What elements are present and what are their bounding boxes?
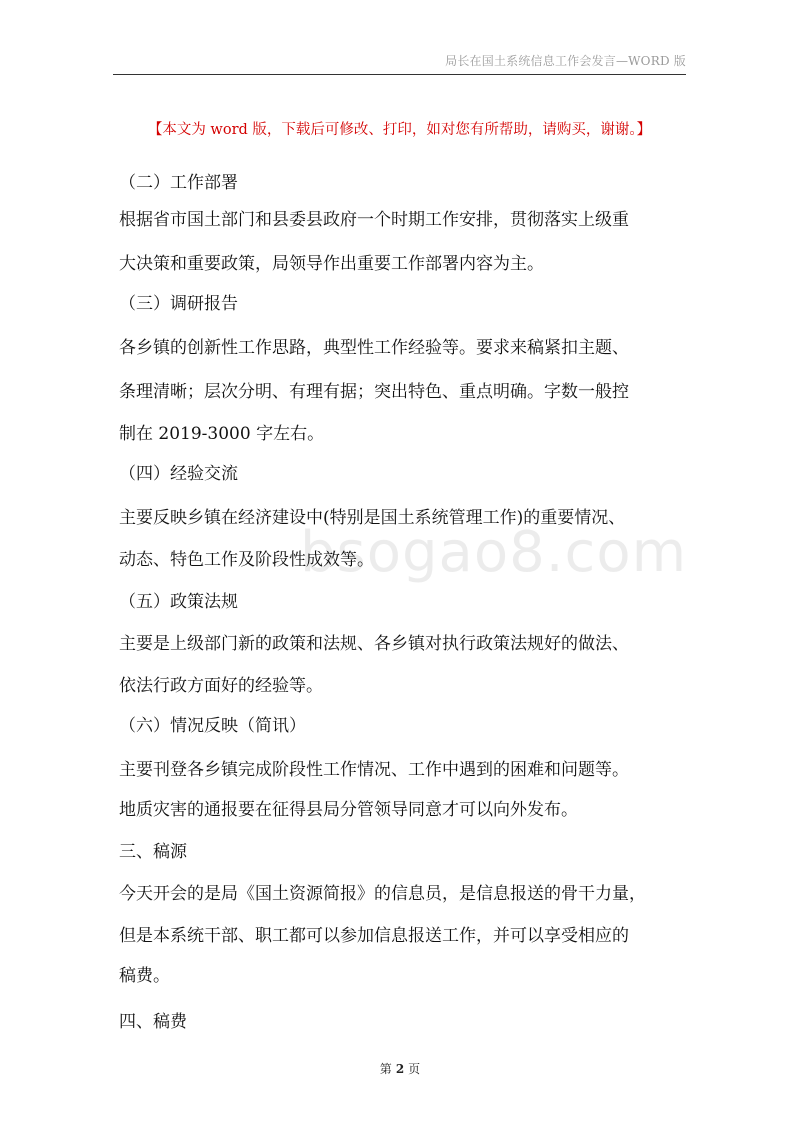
paragraph-line: 动态、特色工作及阶段性成效等。 [119, 550, 374, 570]
paragraph-line: 根据省市国土部门和县委县政府一个时期工作安排，贯彻落实上级重 [119, 210, 629, 230]
paragraph-line: 但是本系统干部、职工都可以参加信息报送工作，并可以享受相应的 [119, 926, 629, 946]
page-number: 2 [395, 1062, 405, 1076]
header-rule [113, 74, 686, 75]
paragraph-line: 各乡镇的创新性工作思路，典型性工作经验等。要求来稿紧扣主题、 [119, 338, 629, 358]
paragraph-line: 制在 2019-3000 字左右。 [119, 424, 325, 444]
section-heading-4: （四）经验交流 [119, 464, 238, 484]
paragraph-line: 主要刊登各乡镇完成阶段性工作情况、工作中遇到的困难和问题等。 [119, 760, 629, 780]
paragraph-line: 条理清晰；层次分明、有理有据；突出特色、重点明确。字数一般控 [119, 382, 629, 402]
paragraph-line: 地质灾害的通报要在征得县局分管领导同意才可以向外发布。 [119, 800, 578, 820]
page-suffix: 页 [408, 1062, 421, 1076]
page-footer [0, 1060, 800, 1077]
section-heading-fees: 四、稿费 [119, 1012, 187, 1032]
paragraph-line: 主要反映乡镇在经济建设中(特别是国土系统管理工作)的重要情况、 [119, 508, 626, 528]
paragraph-line: 依法行政方面好的经验等。 [119, 676, 323, 696]
running-header: 局长在国土系统信息工作会发言—WORD 版 [445, 54, 686, 68]
section-heading-6: （六）情况反映（简讯） [119, 716, 306, 736]
paragraph-line: 今天开会的是局《国土资源简报》的信息员，是信息报送的骨干力量， [119, 884, 646, 904]
section-heading-2: （二）工作部署 [119, 173, 238, 193]
page-prefix: 第 [379, 1062, 392, 1076]
watermark: bsogao8.com [300, 520, 688, 585]
section-heading-3: （三）调研报告 [119, 294, 238, 314]
section-heading-sources: 三、稿源 [119, 842, 187, 862]
paragraph-line: 稿费。 [119, 966, 170, 986]
paragraph-line: 主要是上级部门新的政策和法规、各乡镇对执行政策法规好的做法、 [119, 634, 629, 654]
purchase-notice: 【本文为 word 版，下载后可修改、打印，如对您有所帮助，请购买，谢谢。】 [147, 122, 652, 138]
paragraph-line: 大决策和重要政策，局领导作出重要工作部署内容为主。 [119, 254, 544, 274]
section-heading-5: （五）政策法规 [119, 592, 238, 612]
